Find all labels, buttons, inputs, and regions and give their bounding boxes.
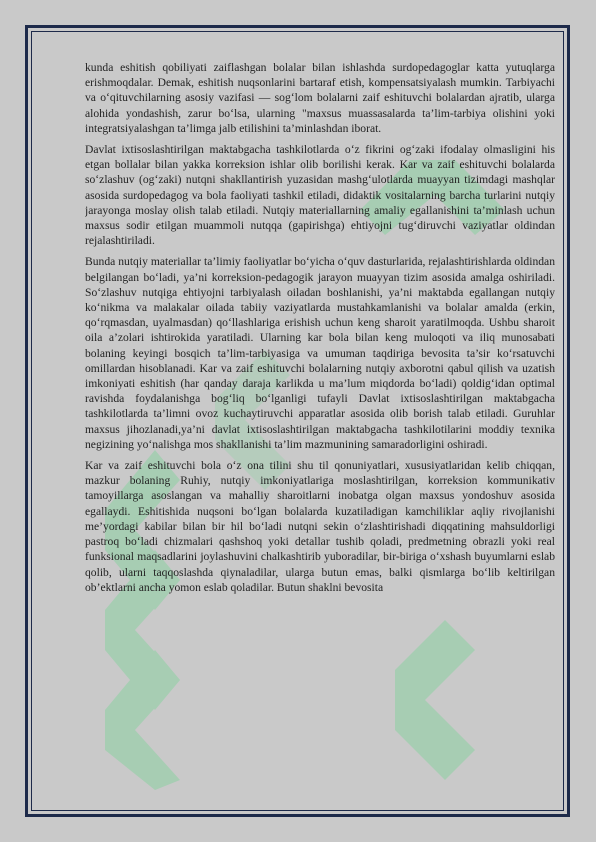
paragraph-3: Bunda nutqiy materiallar ta’limiy faoliyatlar bo‘yicha o‘quv dasturlarida, rejalashtirishlarda oldindan belgilangan bo‘ladi, ya’ni korreksion-pedagogik jarayon muayyan tizim asosida amalga oshiriladi. So‘zlashuv nutqiga ehtiyojni tarbiyalash oiladan boshlanishi, ya’ni maktabda egallangan nutqiy ko‘nikma va malakalar oilada tabiiy vaziyatlarda mustahkamlanishi va bolalar amalda (erkin, qo‘rqmasdan, uyalmasdan) qo‘llashlariga erishish uchun keng sharoit yaratilmoqda. Ushbu sharoit oila a’zolari ishtirokida yaratiladi. Ularning kar bola bilan keng muloqoti va iliq munosabati bolaning keyingi bosqich ta’lim-tarbiyasiga va umuman taqdiriga bevosita ta’sir ko‘rsatuvchi omillardan hisoblanadi. Kar va zaif eshituvchi bolalarning nutqiy axborotni qabul qilish va uzatish imkoniyati eshitish (har qanday daraja karlikda u ma’lum miqdorda bo‘ladi) qoldig‘idan optimal ravishda foydalanishga bog‘liq bo‘lganligi tufayli Davlat ixtisoslashtirilgan maktabgacha tashkilotlarda ta’limni ovoz kuchaytiruvchi apparatlar asosida olib borish talab etiladi. Guruhlar maxsus jihozlanadi,ya’ni davlat ixtisoslashtirilgan maktabgacha tashkilotilarini moddiy texnika negizining yo‘nalishga mos shakllanishi ta’lim mazmunining samaradorligini oshiradi. <box>85 255 555 451</box>
paragraph-1: kunda eshitish qobiliyati zaiflashgan bolalar bilan ishlashda surdopedagoglar katta yutuqlarga erishmoqdalar. Demak, eshitish nuqsonlarini bartaraf etish, kompensatsiyalash mumkin. Tarbiyachi va o‘qituvchilarning asosiy vazifasi — sog‘lom bolalarni zaif eshituvchi bolalardan ajratib, ularga alohida yondashish, zarur bo‘lsa, ularning "maxsus muassasalarda ta’lim-tarbiya olishini yoki integratsiyalashgan ta’limga jalb etilishini ta’minlashdan iborat. <box>85 61 555 135</box>
document-body <box>85 60 555 780</box>
paragraph-2: Davlat ixtisoslashtirilgan maktabgacha tashkilotlarda o‘z fikrini og‘zaki ifodalay olmasligini his etgan bollalar bilan yakka korreksion ishlar olib borilishi kerak. Kar va zaif eshituvchi bolalarda so‘zlashuv (og‘zaki) nutqni shakllantirish yuzasidan mashg‘ulotlarda muayyan tizimdagi mashqlar asosida surdopedagog va bola faoliyati tashkil etiladi, didaktik vositalarning barcha turlarini nutqiy jarayonga moslay olish talab etiladi. Nutqiy materiallarning amaliy egallanishini ta’minlash uchun maxsus sodir etilgan muammoli nutqqa (gapirishga) ehtiyojni tug‘diruvchi vaziyatlar oldindan rejalashtiriladi. <box>85 143 555 248</box>
paragraph-4: Kar va zaif eshituvchi bola o‘z ona tilini shu til qonuniyatlari, xususiyatlaridan kelib chiqqan, mazkur bolaning Ruhiy, nutqiy imkoniyatlariga moslashtirilgan, korreksion kommunikativ tamoyillarga asoslangan va mahalliy sharoitlarni inobatga olgan maxsus yondoshuv asosida egallaydi. Eshitishida nuqsoni bo‘lgan bolalarda kuzatiladigan kamchiliklar aqliy rivojlanishi me’yordagi kabilar bilan bir hil bo‘ladi nutqni sekin o‘zlashtirishadi diqqatining mahsuldorligi pastroq bo‘ladi chizmalari qashshoq yoki detallar tushib qoladi, predmetning obrazli yoki real funksional maqsadlarini joylashuvini chalkashtirib yuboradilar, bir-biriga o‘xshash buyumlarni eslab qolib, ularni taqqoslashda qiynaladilar, ularga butun emas, balki qismlarga bo‘lib keltirilgan ob’ektlarni ancha yomon eslab qoladilar. Butun shaklni bevosita <box>85 459 555 594</box>
